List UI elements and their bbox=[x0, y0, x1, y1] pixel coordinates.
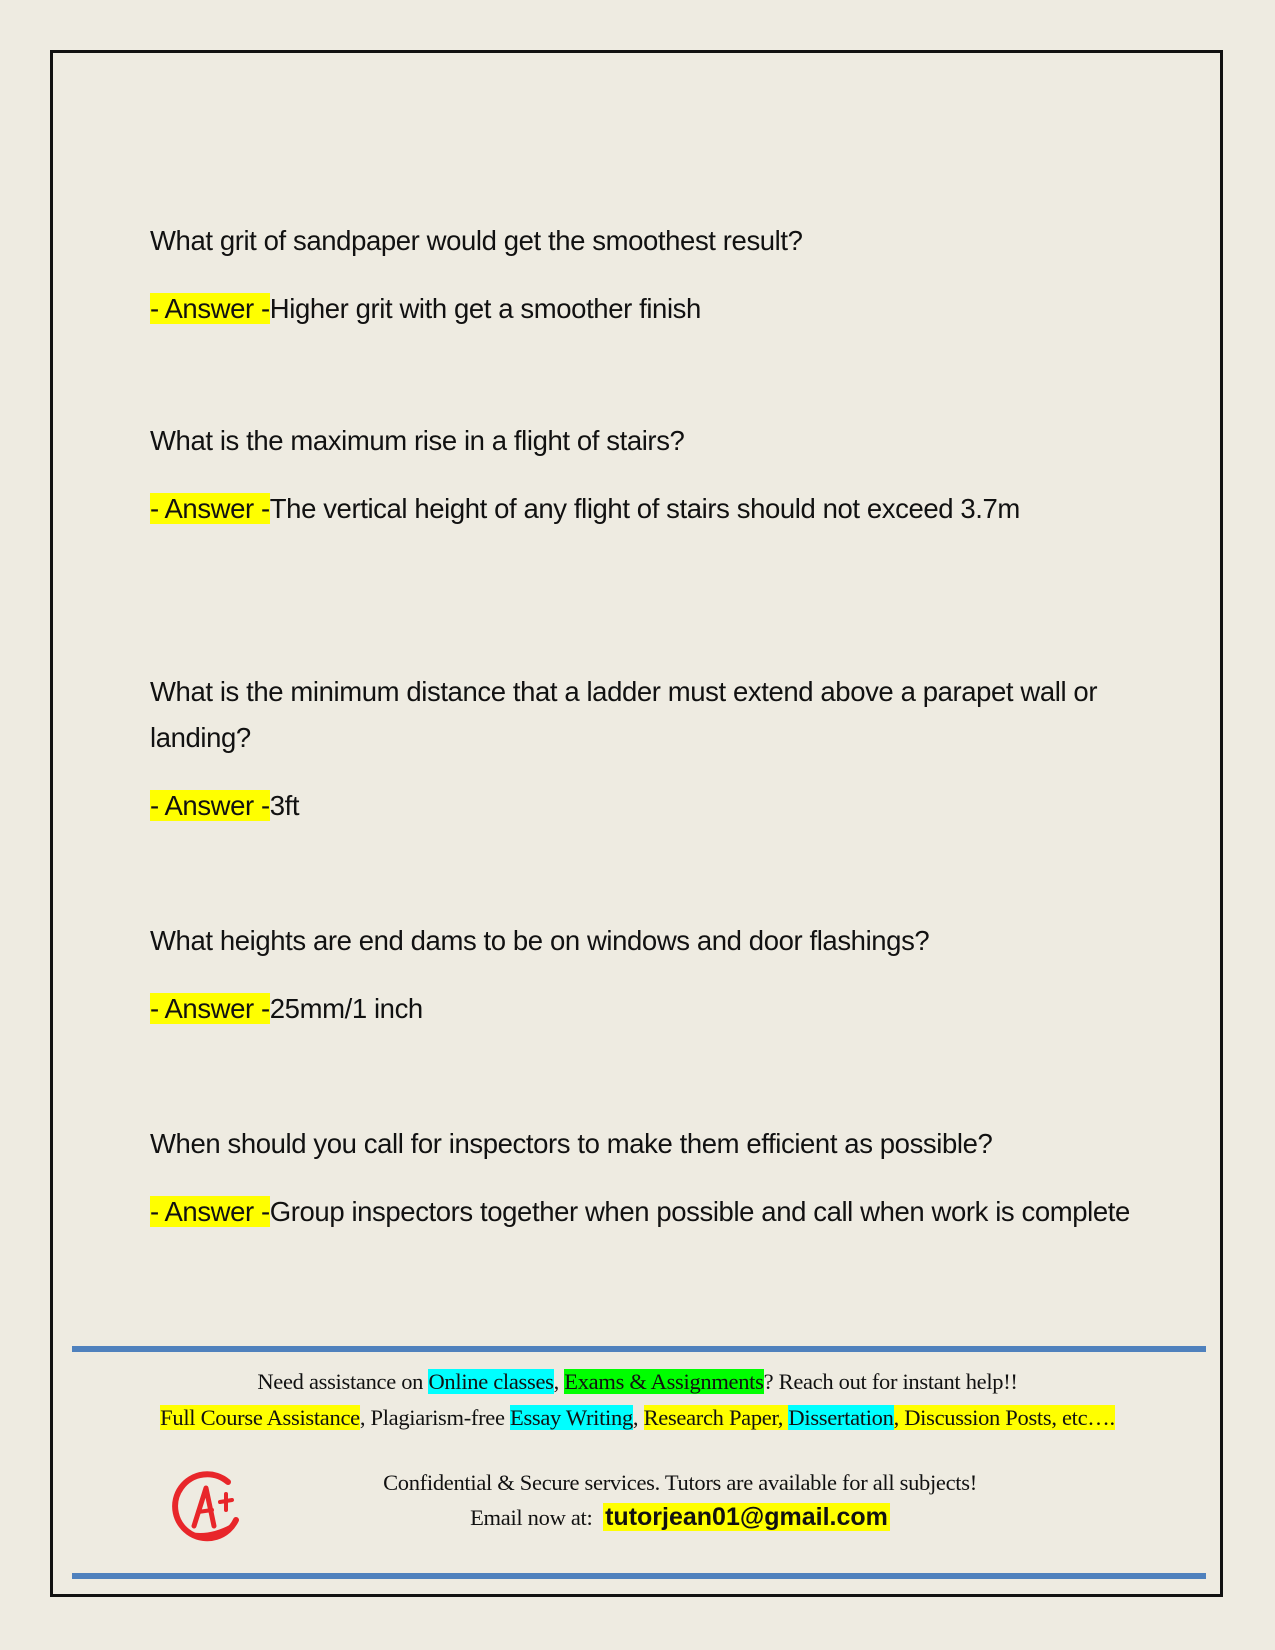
highlight-exams-assignments: Exams & Assignments bbox=[564, 1369, 764, 1394]
question-text: What grit of sandpaper would get the smoothest result? bbox=[150, 225, 803, 256]
answer-label: - Answer - bbox=[150, 293, 270, 324]
footer-bottom-rule bbox=[72, 1573, 1206, 1579]
answer-text: 25mm/1 inch bbox=[269, 993, 423, 1024]
answer-text: The vertical height of any flight of stairs should not exceed 3.7m bbox=[269, 493, 1020, 524]
answer-label: - Answer - bbox=[150, 493, 270, 524]
highlight-discussion-posts: , Discussion Posts, etc…. bbox=[893, 1405, 1115, 1430]
highlight-dissertation: Dissertation bbox=[788, 1405, 894, 1430]
answer-block bbox=[150, 986, 1130, 1032]
answer-label: - Answer - bbox=[150, 790, 270, 821]
promo-text: ? Reach out for instant help!! bbox=[763, 1369, 1018, 1394]
email-label: Email now at: bbox=[470, 1505, 604, 1530]
highlight-research-paper: Research Paper, bbox=[643, 1405, 789, 1430]
answer-block bbox=[150, 1189, 1130, 1235]
qa-item bbox=[150, 218, 1130, 332]
answer-block bbox=[150, 783, 1130, 829]
promo-text: , Plagiarism-free bbox=[359, 1405, 510, 1430]
promo-text: Need assistance on bbox=[257, 1369, 429, 1394]
footer-email-line bbox=[180, 1503, 1180, 1532]
question-text: What is the maximum rise in a flight of stairs? bbox=[150, 425, 685, 456]
email-link[interactable]: tutorjean01@gmail.com bbox=[605, 1503, 888, 1531]
answer-label: - Answer - bbox=[150, 1196, 270, 1227]
promo-text: , bbox=[632, 1405, 644, 1430]
promo-text: , bbox=[553, 1369, 565, 1394]
answer-block bbox=[150, 286, 1130, 332]
qa-item bbox=[150, 669, 1130, 829]
qa-item bbox=[150, 1121, 1130, 1235]
footer-promo-line-2 bbox=[60, 1405, 1215, 1431]
highlight-essay-writing: Essay Writing bbox=[510, 1405, 633, 1430]
answer-text: Group inspectors together when possible and call when work is complete bbox=[269, 1196, 1130, 1227]
highlight-online-classes: Online classes bbox=[428, 1369, 554, 1394]
qa-item bbox=[150, 418, 1130, 532]
footer-promo-line-1 bbox=[60, 1369, 1215, 1395]
question-text: What is the minimum distance that a ladder must extend above a parapet wall or landing? bbox=[150, 676, 1098, 753]
footer-confidential-line: Confidential & Secure services. Tutors are available for all subjects! bbox=[383, 1470, 977, 1495]
answer-text: 3ft bbox=[269, 790, 300, 821]
footer-top-rule bbox=[72, 1346, 1206, 1352]
answer-text: Higher grit with get a smoother finish bbox=[269, 293, 701, 324]
highlight-full-course: Full Course Assistance bbox=[160, 1405, 360, 1430]
answer-block bbox=[150, 486, 1130, 532]
qa-item bbox=[150, 918, 1130, 1032]
answer-label: - Answer - bbox=[150, 993, 270, 1024]
question-text: What heights are end dams to be on windows and door flashings? bbox=[150, 925, 930, 956]
question-text: When should you call for inspectors to make them efficient as possible? bbox=[150, 1128, 993, 1159]
